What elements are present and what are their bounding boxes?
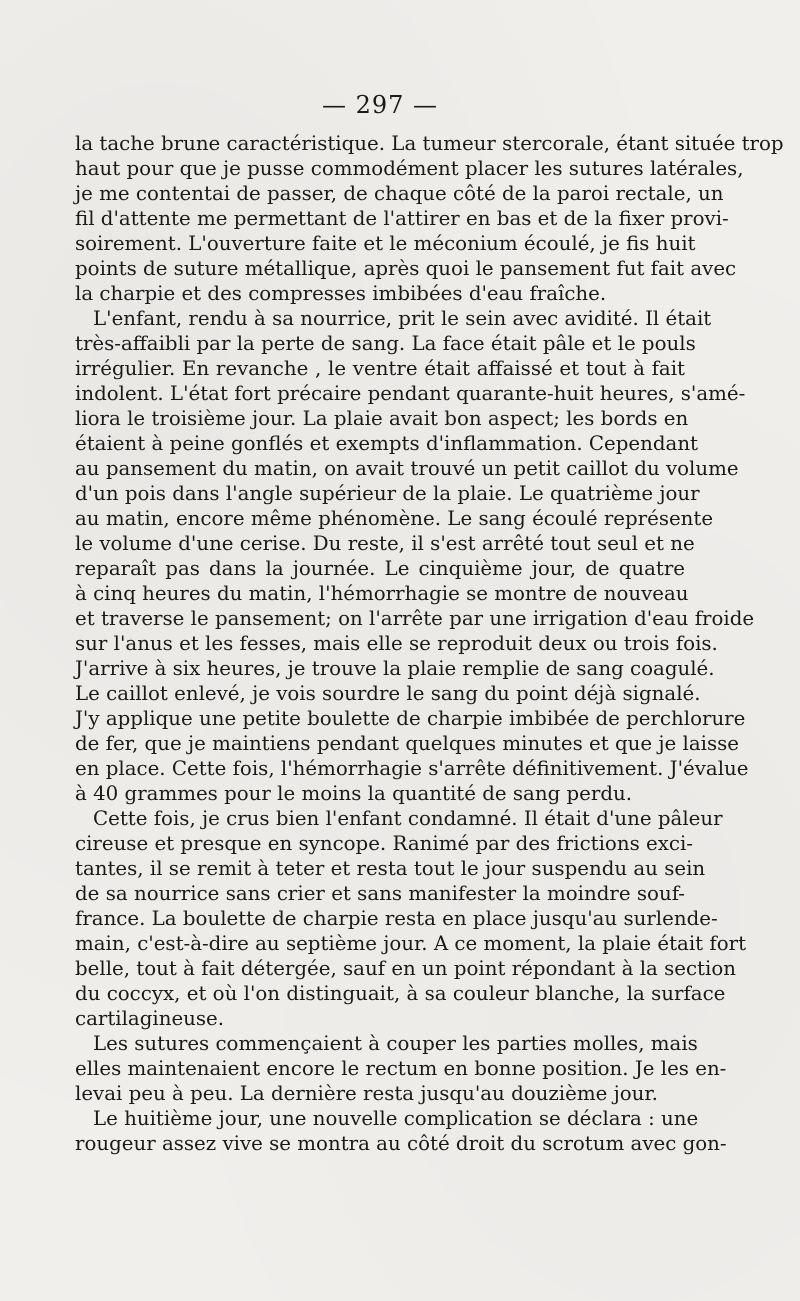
- text-line: Les sutures commençaient à couper les parties molles, mais: [93, 1032, 698, 1055]
- body-text: [75, 131, 784, 1156]
- text-line: de sa nourrice sans crier et sans manifester la moindre souf-: [75, 882, 685, 905]
- text-line: à 40 grammes pour le moins la quantité de sang perdu.: [75, 782, 633, 805]
- text-line: reparaît pas dans la journée. Le cinquième jour, de quatre: [75, 557, 685, 580]
- text-line: main, c'est-à-dire au septième jour. A ce moment, la plaie était fort: [75, 932, 747, 955]
- text-line: au matin, encore même phénomène. Le sang écoulé représente: [75, 507, 714, 530]
- text-line: Le huitième jour, une nouvelle complication se déclara : une: [93, 1107, 699, 1130]
- text-line: J'arrive à six heures, je trouve la plaie remplie de sang coagulé.: [75, 657, 715, 680]
- text-line: indolent. L'état fort précaire pendant quarante-huit heures, s'amé-: [75, 382, 746, 405]
- text-line: étaient à peine gonflés et exempts d'inflammation. Cependant: [75, 432, 699, 455]
- text-line: de fer, que je maintiens pendant quelques minutes et que je laisse: [75, 732, 739, 755]
- text-line: d'un pois dans l'angle supérieur de la plaie. Le quatrième jour: [75, 482, 700, 505]
- text-line: la charpie et des compresses imbibées d'eau fraîche.: [75, 282, 607, 305]
- book-page: [75, 85, 784, 1156]
- text-line: elles maintenaient encore le rectum en bonne position. Je les en-: [75, 1057, 727, 1080]
- text-line: haut pour que je pusse commodément placer les sutures latérales,: [75, 157, 744, 180]
- text-line: en place. Cette fois, l'hémorrhagie s'arrête définitivement. J'évalue: [75, 757, 749, 780]
- text-line: cireuse et presque en syncope. Ranimé par des frictions exci-: [75, 832, 693, 855]
- text-line: à cinq heures du matin, l'hémorrhagie se montre de nouveau: [75, 582, 689, 605]
- text-line: Cette fois, je crus bien l'enfant condamné. Il était d'une pâleur: [93, 807, 723, 830]
- text-line: france. La boulette de charpie resta en place jusqu'au surlende-: [75, 907, 718, 930]
- text-line: le volume d'une cerise. Du reste, il s'est arrêté tout seul et ne: [75, 532, 695, 555]
- text-line: irrégulier. En revanche , le ventre était affaissé et tout à fait: [75, 357, 685, 380]
- text-line: rougeur assez vive se montra au côté droit du scrotum avec gon-: [75, 1132, 727, 1155]
- page-number: — 297 —: [321, 91, 439, 119]
- text-line: fil d'attente me permettant de l'attirer en bas et de la fixer provi-: [75, 207, 729, 230]
- text-line: au pansement du matin, on avait trouvé un petit caillot du volume: [75, 457, 739, 480]
- text-line: points de suture métallique, après quoi le pansement fut fait avec: [75, 257, 737, 280]
- text-line: et traverse le pansement; on l'arrête par une irrigation d'eau froide: [75, 607, 755, 630]
- text-line: tantes, il se remit à teter et resta tout le jour suspendu au sein: [75, 857, 706, 880]
- text-line: Le caillot enlevé, je vois sourdre le sang du point déjà signalé.: [75, 682, 701, 705]
- text-line: sur l'anus et les fesses, mais elle se reproduit deux ou trois fois.: [75, 632, 718, 655]
- text-line: soirement. L'ouverture faite et le méconium écoulé, je fis huit: [75, 232, 696, 255]
- text-line: belle, tout à fait détergée, sauf en un point répondant à la section: [75, 957, 736, 980]
- text-line: levai peu à peu. La dernière resta jusqu'au douzième jour.: [75, 1082, 658, 1105]
- text-line: cartilagineuse.: [75, 1007, 225, 1030]
- text-line: L'enfant, rendu à sa nourrice, prit le sein avec avidité. Il était: [93, 307, 712, 330]
- text-line: liora le troisième jour. La plaie avait bon aspect; les bords en: [75, 407, 689, 430]
- text-line: du coccyx, et où l'on distinguait, à sa couleur blanche, la surface: [75, 982, 726, 1005]
- text-line: je me contentai de passer, de chaque côté de la paroi rectale, un: [75, 182, 724, 205]
- text-line: la tache brune caractéristique. La tumeur stercorale, étant située trop: [75, 132, 784, 155]
- text-line: très-affaibli par la perte de sang. La face était pâle et le pouls: [75, 332, 696, 355]
- text-line: J'y applique une petite boulette de charpie imbibée de perchlorure: [75, 707, 746, 730]
